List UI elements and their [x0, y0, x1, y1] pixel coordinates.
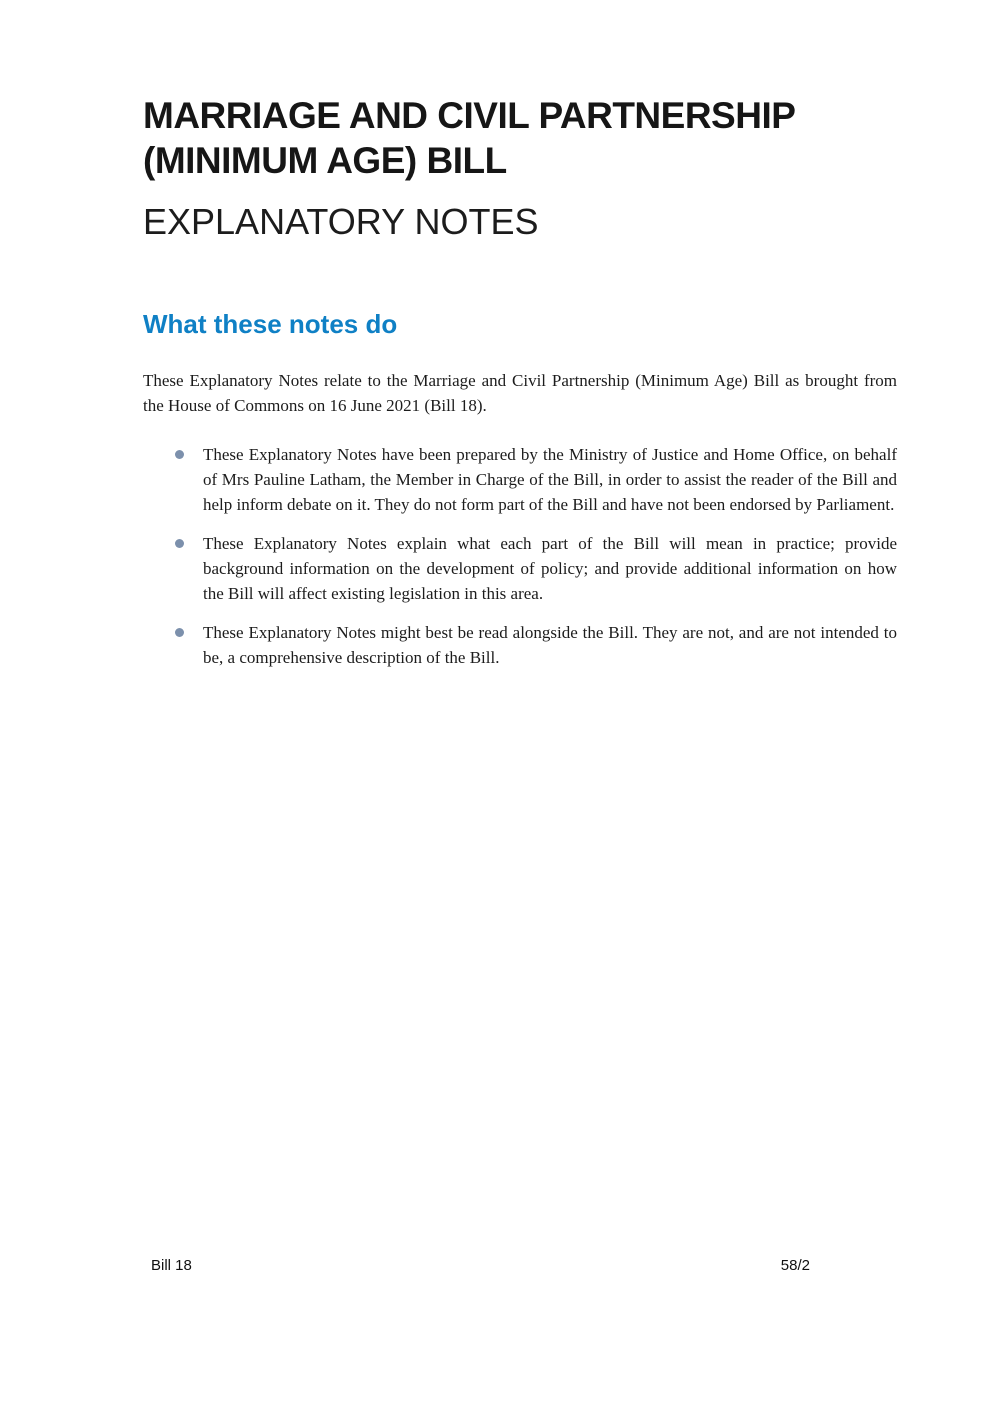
- document-content: [143, 0, 897, 684]
- bullet-item: [203, 620, 897, 670]
- bullet-item: [203, 531, 897, 606]
- bullet-dot-icon: [175, 450, 184, 459]
- bullet-list: [143, 442, 897, 670]
- bullet-text: These Explanatory Notes explain what each part of the Bill will mean in practice; provide background information on the development of policy; and provide additional information on how the Bill will affect existing legislation in this area.: [203, 534, 897, 603]
- page-footer: [151, 1257, 810, 1275]
- document-title-line-1: MARRIAGE AND CIVIL PARTNERSHIP: [143, 95, 796, 136]
- document-subtitle: EXPLANATORY NOTES: [143, 201, 539, 242]
- bullet-text: These Explanatory Notes have been prepared by the Ministry of Justice and Home Office, on behalf of Mrs Pauline Latham, the Member in Charge of the Bill, in order to assist the reader of the Bill and help inform debate on it. They do not form part of the Bill and have not been endorsed by Parliament.: [203, 445, 897, 514]
- bullet-dot-icon: [175, 539, 184, 548]
- bullet-item: [203, 442, 897, 517]
- footer-serial-number: 58/2: [780, 1257, 810, 1274]
- document-title-line-2: (MINIMUM AGE) BILL: [143, 140, 507, 181]
- footer-bill-number: Bill 18: [151, 1257, 192, 1274]
- bullet-text: These Explanatory Notes might best be read alongside the Bill. They are not, and are not intended to be, a comprehensive description of the Bill.: [203, 623, 897, 667]
- document-title: [143, 0, 897, 183]
- bullet-dot-icon: [175, 628, 184, 637]
- section-heading: What these notes do: [143, 309, 398, 339]
- intro-paragraph: These Explanatory Notes relate to the Marriage and Civil Partnership (Minimum Age) Bill as brought from the House of Commons on 16 June 2021 (Bill 18).: [143, 371, 897, 415]
